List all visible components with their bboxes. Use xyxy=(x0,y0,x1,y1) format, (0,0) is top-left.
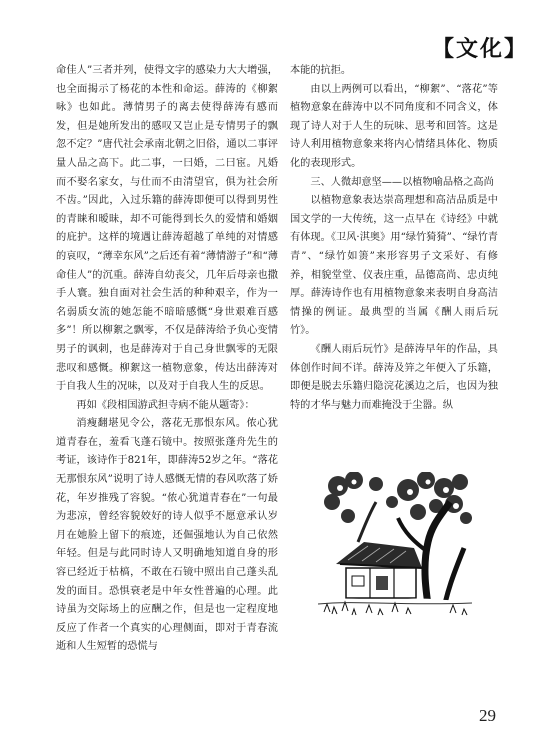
ink-painting-illustration xyxy=(318,472,472,619)
right-column xyxy=(290,62,498,415)
section-tag-culture: 【文化】 xyxy=(431,37,528,62)
paragraph: 以植物意象表达崇高理想和高洁品质是中国文学的一大传统，这一点早在《诗经》中就有体现。《卫风·淇奥》用“绿竹猗猗”、“绿竹青青”、“绿竹如箦”来形容男子文采好、有修养，相貌堂堂、仪表庄重，品德高尚、忠贞纯厚。薛涛诗作也有用植物意象来表明自身高洁情操的例证。最典型的当属《酬人雨后玩竹》。 xyxy=(290,195,498,337)
page-number: 29 xyxy=(479,706,496,725)
paragraph: 再如《段相国游武担寺病不能从题寄》： xyxy=(76,399,255,411)
section-heading: 三、人微却意坚——以植物喻品格之高尚 xyxy=(310,176,494,188)
paragraph: 由以上两例可以看出，“柳絮”、“落花”等植物意象在薛涛中以不同角度和不同含义，体现了诗人对于人生的玩味、思考和回答。这是诗人利用植物意象来将内心情绪具体化、物质化的表现形式。 xyxy=(290,83,498,169)
paragraph: 命佳人”三者并列，使得文字的感染力大大增强，也全面揭示了杨花的本性和命运。薛涛的《柳絮咏》也如此。薄情男子的离去使得薛涛有感而发，但是她所发出的感叹又岂止是专情男子的飘忽不定？”唐代社会承南北朝之旧俗，通以二事评量人品之高下。此二事，一曰婚，二曰宦。凡婚而不娶名家女，与仕而不由清望官，俱为社会所不齿。”因此，入过乐籍的薛涛即便可以得到男性的青睐和暧昧，却不可能得到长久的爱情和婚姻的庇护。这样的境遇让薛涛超越了单纯的对情感的哀叹，“薄幸东风”之后还有着“薄情游子”和“薄命佳人”的沉重。薛涛自幼丧父，几年后母亲也撒手人寰。独自面对社会生活的种种艰辛，作为一名弱质女流的她怎能不暗暗感慨“身世艰难百感多”！所以柳絮之飘零，不仅是薛涛给予负心变情男子的讽刺，也是薛涛对于自己身世飘零的无限悲叹和感慨。柳絮这一植物意象，传达出薛涛对于自我人生的况味，以及对于自我人生的反思。 xyxy=(56,65,278,393)
paragraph: 本能的抗拒。 xyxy=(290,65,352,76)
paragraph: 《酬人雨后玩竹》是薛涛早年的作品，具体创作时间不详。薛涛及笄之年便入了乐籍，即便是脱去乐籍归隐浣花溪边之后，也因为独特的才华与魅力而难掩没于尘嚣。纵 xyxy=(290,343,498,411)
left-column xyxy=(56,62,278,657)
quoted-poem-paragraph: 消瘦翻堪见令公，落花无那恨东风。侬心犹道青春在，羞看飞蓬石镜中。按照张蓬舟先生的考证，该诗作于821年，即薛涛52岁之年。“落花无那恨东风”说明了诗人感慨无情的春风吹落了娇花，年岁推残了容貌。“侬心犹道青春在”一句最为悲凉，曾经容貌姣好的诗人似乎不愿意承认岁月在她脸上留下的痕迹，还倔强地认为自己依然年轻。但是与此同时诗人又明确地知道自身的形容已经近于枯槁，不敢在石镜中照出自己蓬头乱发的面目。恐惧衰老是中年女性普遍的心理。此诗虽为交际场上的应酬之作，但是也一定程度地反应了作者一个真实的心理侧面，即对于青春流逝和人生短暂的恐慌与 xyxy=(56,418,278,653)
